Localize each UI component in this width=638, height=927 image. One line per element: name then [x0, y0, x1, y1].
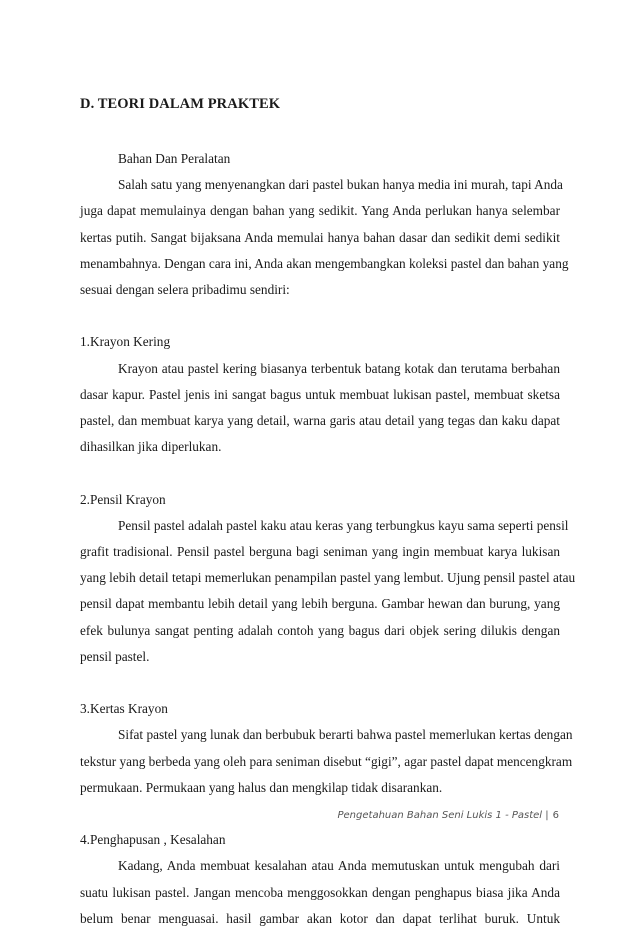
paragraph-line: grafit tradisional. Pensil pastel berguna bagi seniman yang ingin membuat karya lukisan	[80, 544, 560, 559]
paragraph-line: Krayon atau pastel kering biasanya terbentuk batang kotak dan terutama berbahan	[118, 361, 560, 376]
intro-subtitle: Bahan Dan Peralatan	[118, 151, 231, 166]
section-heading: D. TEORI DALAM PRAKTEK	[80, 96, 281, 112]
page-footer	[338, 810, 560, 821]
subsection-title: 1.Krayon Kering	[80, 334, 171, 349]
paragraph-line: Kadang, Anda membuat kesalahan atau Anda memutuskan untuk mengubah dari	[118, 858, 560, 873]
paragraph-line: dihasilkan jika diperlukan.	[80, 439, 222, 454]
paragraph-line: yang lebih detail tetapi memerlukan penampilan pastel yang lembut. Ujung pensil pastel atau	[80, 570, 576, 585]
paragraph-line: juga dapat memulainya dengan bahan yang sedikit. Yang Anda perlukan hanya selembar	[80, 203, 560, 218]
paragraph-line: tekstur yang berbeda yang oleh para seniman disebut “gigi”, agar pastel dapat mencengkram	[80, 754, 573, 769]
paragraph-line: Sifat pastel yang lunak dan berbubuk berarti bahwa pastel memerlukan kertas dengan	[118, 727, 573, 742]
paragraph-line: menambahnya. Dengan cara ini, Anda akan mengembangkan koleksi pastel dan bahan yang	[80, 256, 569, 271]
subsection-title: 2.Pensil Krayon	[80, 492, 166, 507]
page-number: 6	[552, 810, 559, 821]
paragraph-line: Pensil pastel adalah pastel kaku atau keras yang terbungkus kayu sama seperti pensil	[118, 518, 569, 533]
paragraph-line: pensil pastel.	[80, 649, 150, 664]
paragraph-line: Salah satu yang menyenangkan dari pastel bukan hanya media ini murah, tapi Anda	[118, 177, 563, 192]
paragraph-line: sesuai dengan selera pribadimu sendiri:	[80, 282, 290, 297]
paragraph-line: kertas putih. Sangat bijaksana Anda memulai hanya bahan dasar dan sedikit demi sedikit	[80, 230, 560, 245]
subsection-title: 3.Kertas Krayon	[80, 701, 168, 716]
paragraph-line: pensil dapat membantu lebih detail yang lebih berguna. Gambar hewan dan burung, yang	[80, 596, 560, 611]
paragraph-line: pastel, dan membuat karya yang detail, warna garis atau detail yang tegas dan kaku dapat	[80, 413, 560, 428]
paragraph-line: permukaan. Permukaan yang halus dan mengkilap tidak disarankan.	[80, 780, 443, 795]
paragraph-line: efek bulunya sangat penting adalah contoh yang bagus dari objek sering dilukis dengan	[80, 623, 560, 638]
subsection-title: 4.Penghapusan , Kesalahan	[80, 832, 226, 847]
footer-text: Pengetahuan Bahan Seni Lukis 1 - Pastel |	[337, 810, 549, 821]
paragraph-line: dasar kapur. Pastel jenis ini sangat bagus untuk membuat lukisan pastel, membuat sketsa	[80, 387, 560, 402]
paragraph-line: belum benar menguasai. hasil gambar akan kotor dan dapat terlihat buruk. Untuk	[80, 911, 560, 926]
paragraph-line: suatu lukisan pastel. Jangan mencoba menggosokkan dengan penghapus biasa jika Anda	[80, 885, 560, 900]
